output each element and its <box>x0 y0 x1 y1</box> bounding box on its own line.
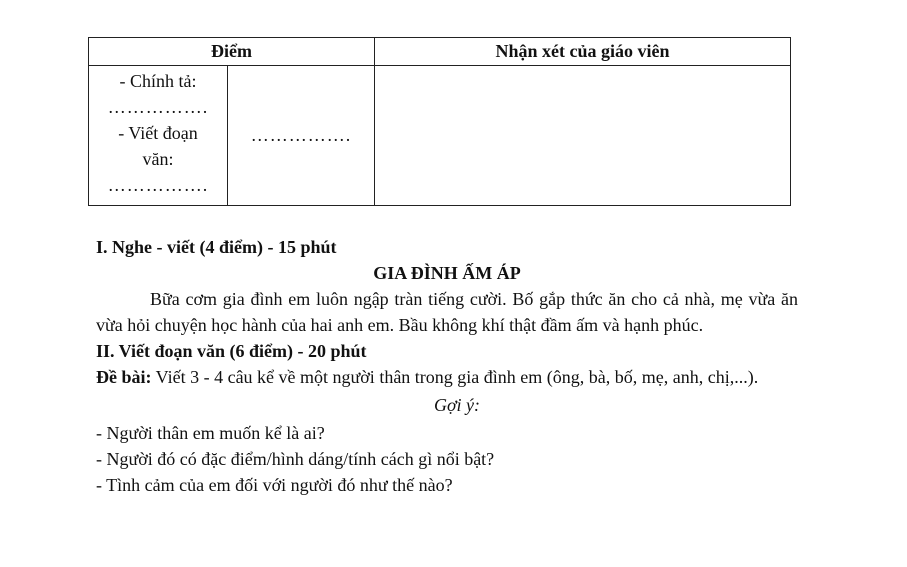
hint-item: - Người thân em muốn kể là ai? <box>96 423 325 443</box>
total-score-blank: ……………. <box>250 125 352 145</box>
dictation-title: GIA ĐÌNH ẤM ÁP <box>373 263 521 283</box>
task-statement <box>96 364 798 390</box>
score-breakdown-cell <box>89 66 228 206</box>
hint-item: - Người đó có đặc điểm/hình dáng/tính cách gì nổi bật? <box>96 449 495 469</box>
paragraph-label-line1: - Viết đoạn <box>118 123 198 143</box>
grade-table-header-row <box>89 38 791 66</box>
total-score-cell <box>228 66 375 206</box>
teacher-comment-header: Nhận xét của giáo viên <box>375 38 791 66</box>
grade-table <box>88 37 791 206</box>
section1-heading: I. Nghe - viết (4 điểm) - 15 phút <box>96 237 337 257</box>
score-header: Điểm <box>89 38 375 66</box>
task-label: Đề bài: <box>96 367 152 387</box>
paragraph-score-blank: ……………. <box>107 175 209 195</box>
paragraph-label-line2: văn: <box>142 149 174 169</box>
grade-table-body-row <box>89 66 791 206</box>
section2-heading: II. Viết đoạn văn (6 điểm) - 20 phút <box>96 341 367 361</box>
dictation-paragraph: Bữa cơm gia đình em luôn ngập tràn tiếng cười. Bố gắp thức ăn cho cả nhà, mẹ vừa ăn vừa hỏi chuyện học hành của hai anh em. Bầu không khí thật đầm ấm và hạnh phúc. <box>96 289 798 335</box>
exam-content <box>96 234 798 498</box>
hint-item: - Tình cảm của em đối với người đó như thế nào? <box>96 475 453 495</box>
teacher-comment-cell <box>375 66 791 206</box>
task-text: Viết 3 - 4 câu kể về một người thân trong gia đình em (ông, bà, bố, mẹ, anh, chị,...). <box>151 367 759 387</box>
spelling-score-blank: ……………. <box>107 97 209 117</box>
hint-list <box>96 420 798 498</box>
spelling-label: - Chính tả: <box>119 71 197 91</box>
hint-title: Gợi ý: <box>433 395 481 415</box>
